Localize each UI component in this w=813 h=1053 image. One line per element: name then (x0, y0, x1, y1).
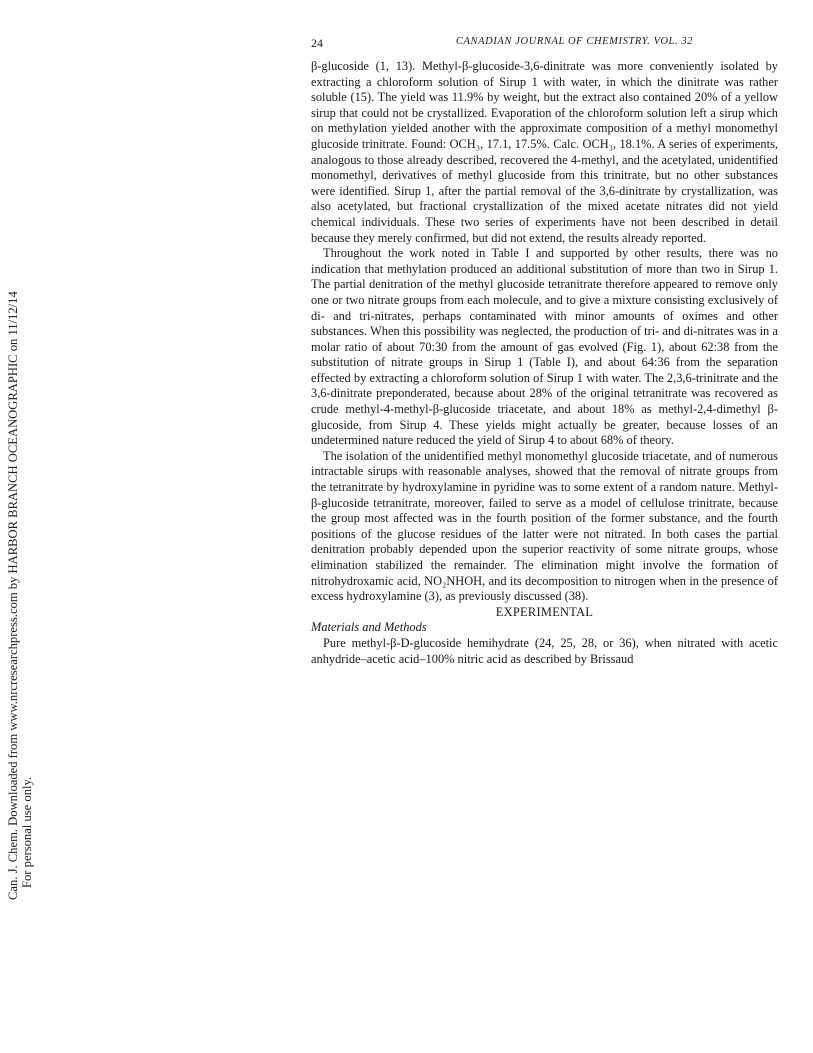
body-text (311, 59, 778, 667)
paragraph: The isolation of the unidentified methyl monomethyl glucoside triacetate, and of numerous intractable sirups with reasonable analyses, showed that the removal of nitrate groups from the tetranitrate by hydroxylamine in pyridine was to some extent of a random nature. Methyl-β-glucoside tetranitrate, moreover, failed to serve as a model of cellulose trinitrate, because the group most affected was in the fourth position of the former substance, and the fourth positions of the glucose residues of the latter were not nitrated. In both cases the partial denitration probably depended upon the superior reactivity of some nitrate groups, whose elimination stabilized the remainder. The elimination might involve the formation of nitrohydroxamic acid, NO₂NHOH, and its decomposition to nitrogen when in the presence of excess hydroxylamine (3), as previously discussed (38). (311, 448, 778, 604)
section-heading: EXPERIMENTAL (495, 604, 594, 619)
paragraph: Throughout the work noted in Table I and supported by other results, there was no indication that methylation produced an additional substitution of more than two in Sirup 1. The partial denitration of the methyl glucoside tetranitrate therefore appeared to remove only one or two nitrate groups from each molecule, and to give a mixture consisting exclusively of di- and tri-nitrates, perhaps contaminated with minor amounts of oximes and other substances. When this possibility was neglected, the production of tri- and di-nitrates was in a molar ratio of about 70:30 from the amount of gas evolved (Fig. 1), about 62:38 from the substitution of nitrate groups in Sirup 1 (Table I), and about 64:36 from the separation effected by extracting a chloroform solution of Sirup 1 with water. The 2,3,6-trinitrate and the 3,6-dinitrate preponderated, because about 28% of the original tetranitrate was recovered as crude methyl-4-methyl-β-glucoside triacetate, and about 18% as methyl-2,4-dimethyl β-glucoside, from Sirup 4. These yields might actually be greater, because losses of an undetermined nature reduced the yield of Sirup 4 to about 68% of theory. (311, 246, 778, 448)
download-notice-line: Can. J. Chem. Downloaded from www.nrcresearchpress.com by HARBOR BRANCH OCEANOGRAPHIC on 11/12/14 (6, 291, 20, 900)
download-notice (6, 0, 42, 900)
paragraph: Pure methyl-β-D-glucoside hemihydrate (24, 25, 28, or 36), when nitrated with acetic anhydride–acetic acid–100% nitric acid as described by Brissaud (311, 635, 778, 666)
journal-page (311, 36, 778, 667)
page-number: 24 (311, 36, 323, 50)
running-head: CANADIAN JOURNAL OF CHEMISTRY. VOL. 32 (455, 36, 694, 47)
subsection-heading: Materials and Methods (311, 620, 427, 635)
page-header (311, 36, 778, 52)
paragraph: β-glucoside (1, 13). Methyl-β-glucoside-3,6-dinitrate was more conveniently isolated by extracting a chloroform solution of Sirup 1 with water, in which the dinitrate was rather soluble (15). The yield was 11.9% by weight, but the extract also contained 20% of a yellow sirup that could not be crystallized. Evaporation of the chloroform solution left a sirup which on methylation yielded another with the approximate composition of a methyl monomethyl glucoside trinitrate. Found: OCH₃, 17.1, 17.5%. Calc. OCH₃, 18.1%. A series of experiments, analogous to those already described, recovered the 4-methyl, and the acetylated, unidentified monomethyl, derivatives of methyl glucoside from this trinitrate, but no other substances were identified. Sirup 1, after the partial removal of the 3,6-dinitrate by crystallization, was also acetylated, but fractional crystallization of the mixed acetate nitrates did not yield chemical individuals. These two series of experiments have not been described in detail because they merely confirmed, but did not extend, the results already reported. (311, 59, 778, 245)
personal-use-notice: For personal use only. (20, 776, 34, 888)
